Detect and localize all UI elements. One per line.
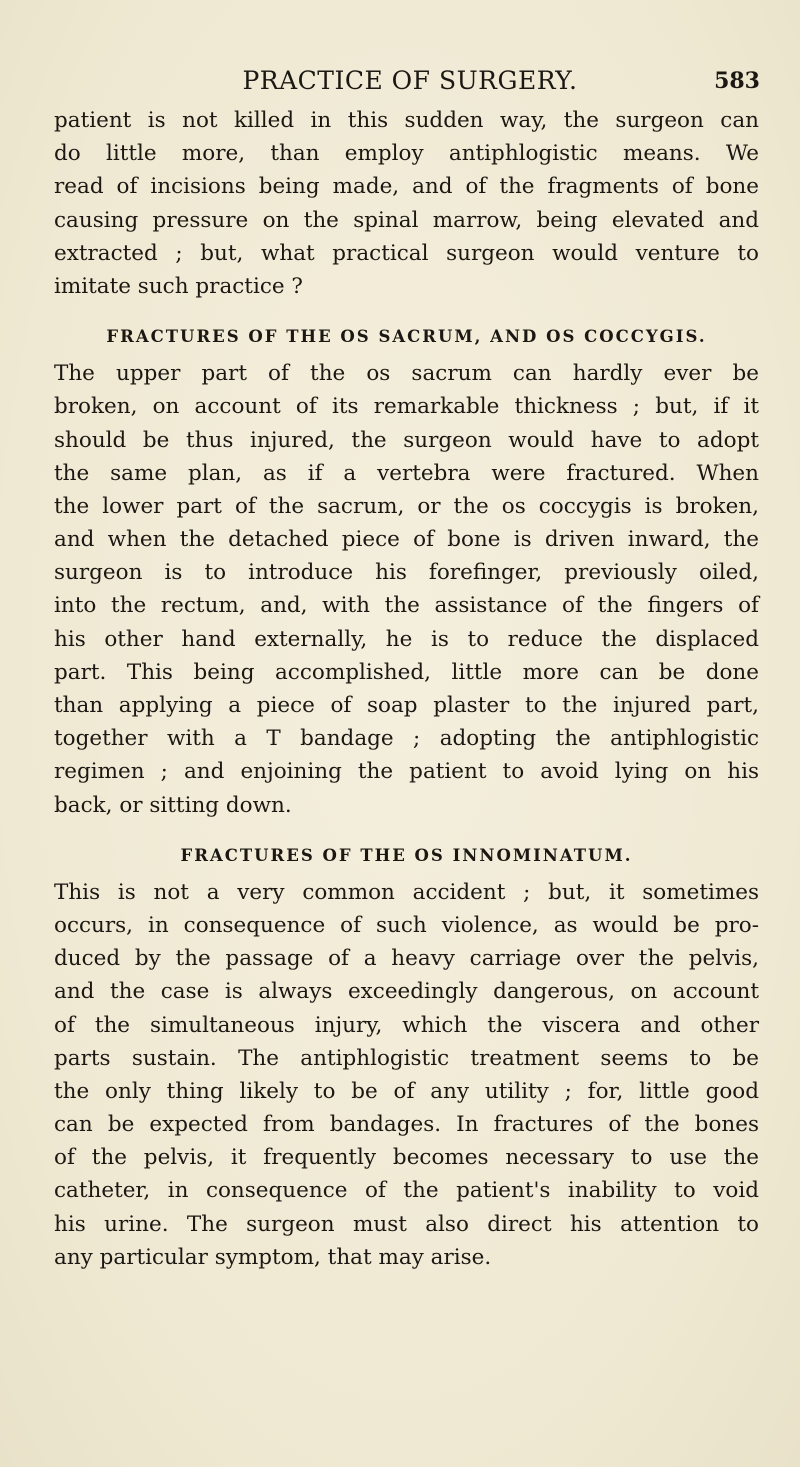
paragraph-sacrum: [54, 357, 759, 822]
text-line: occurs, in consequence of such violence, as would be pro-: [54, 912, 759, 938]
section-gap: [54, 822, 759, 836]
text-line: the lower part of the sacrum, or the os coccygis is broken,: [54, 493, 759, 519]
body-text: [54, 104, 759, 1274]
text-line: his urine. The surgeon must also direct his attention to: [54, 1211, 759, 1237]
text-line: into the rectum, and, with the assistance of the fingers of: [54, 593, 759, 619]
section-gap: [54, 303, 759, 317]
text-line: catheter, in consequence of the patient's inability to void: [54, 1178, 759, 1204]
text-line: the same plan, as if a vertebra were fractured. When: [54, 460, 759, 486]
text-line: This is not a very common accident ; but, it sometimes: [54, 879, 759, 905]
text-line: his other hand externally, he is to reduce the displaced: [54, 626, 759, 652]
text-line: parts sustain. The antiphlogistic treatment seems to be: [54, 1045, 759, 1071]
text-line: of the pelvis, it frequently becomes necessary to use the: [54, 1145, 759, 1171]
text-line: should be thus injured, the surgeon would have to adopt: [54, 427, 759, 453]
text-line: back, or sitting down.: [54, 792, 292, 818]
text-line: causing pressure on the spinal marrow, being elevated and: [54, 207, 759, 233]
section-heading-innominatum: FRACTURES OF THE OS INNOMINATUM.: [180, 845, 633, 865]
text-line: extracted ; but, what practical surgeon would venture to: [54, 240, 759, 266]
paragraph-continuation: [54, 104, 759, 303]
running-head: [60, 66, 760, 96]
paragraph-innominatum: [54, 876, 759, 1274]
text-line: surgeon is to introduce his forefinger, previously oiled,: [54, 560, 759, 586]
text-line: broken, on account of its remarkable thickness ; but, if it: [54, 394, 759, 420]
text-line: any particular symptom, that may arise.: [54, 1244, 492, 1270]
text-line: imitate such practice ?: [54, 273, 303, 299]
text-line: read of incisions being made, and of the fragments of bone: [54, 174, 759, 200]
text-line: together with a T bandage ; adopting the antiphlogistic: [54, 726, 759, 752]
text-line: the only thing likely to be of any utility ; for, little good: [54, 1078, 759, 1104]
text-line: than applying a piece of soap plaster to the injured part,: [54, 693, 759, 718]
text-line: and when the detached piece of bone is driven inward, the: [54, 527, 759, 553]
text-line: part. This being accomplished, little more can be done: [54, 659, 759, 685]
text-line: and the case is always exceedingly dangerous, on account: [54, 979, 759, 1005]
section-heading-sacrum: FRACTURES OF THE OS SACRUM, AND OS COCCYGIS.: [106, 327, 707, 347]
text-line: patient is not killed in this sudden way, the surgeon can: [54, 108, 759, 133]
text-line: The upper part of the os sacrum can hardly ever be: [54, 361, 759, 387]
text-line: duced by the passage of a heavy carriage over the pelvis,: [54, 946, 759, 972]
page-number: 583: [714, 68, 760, 94]
text-line: do little more, than employ antiphlogistic means. We: [54, 141, 759, 167]
text-line: can be expected from bandages. In fractures of the bones: [54, 1112, 759, 1138]
text-line: regimen ; and enjoining the patient to avoid lying on his: [54, 759, 759, 785]
running-title: PRACTICE OF SURGERY.: [242, 66, 578, 95]
text-line: of the simultaneous injury, which the viscera and other: [54, 1012, 759, 1038]
